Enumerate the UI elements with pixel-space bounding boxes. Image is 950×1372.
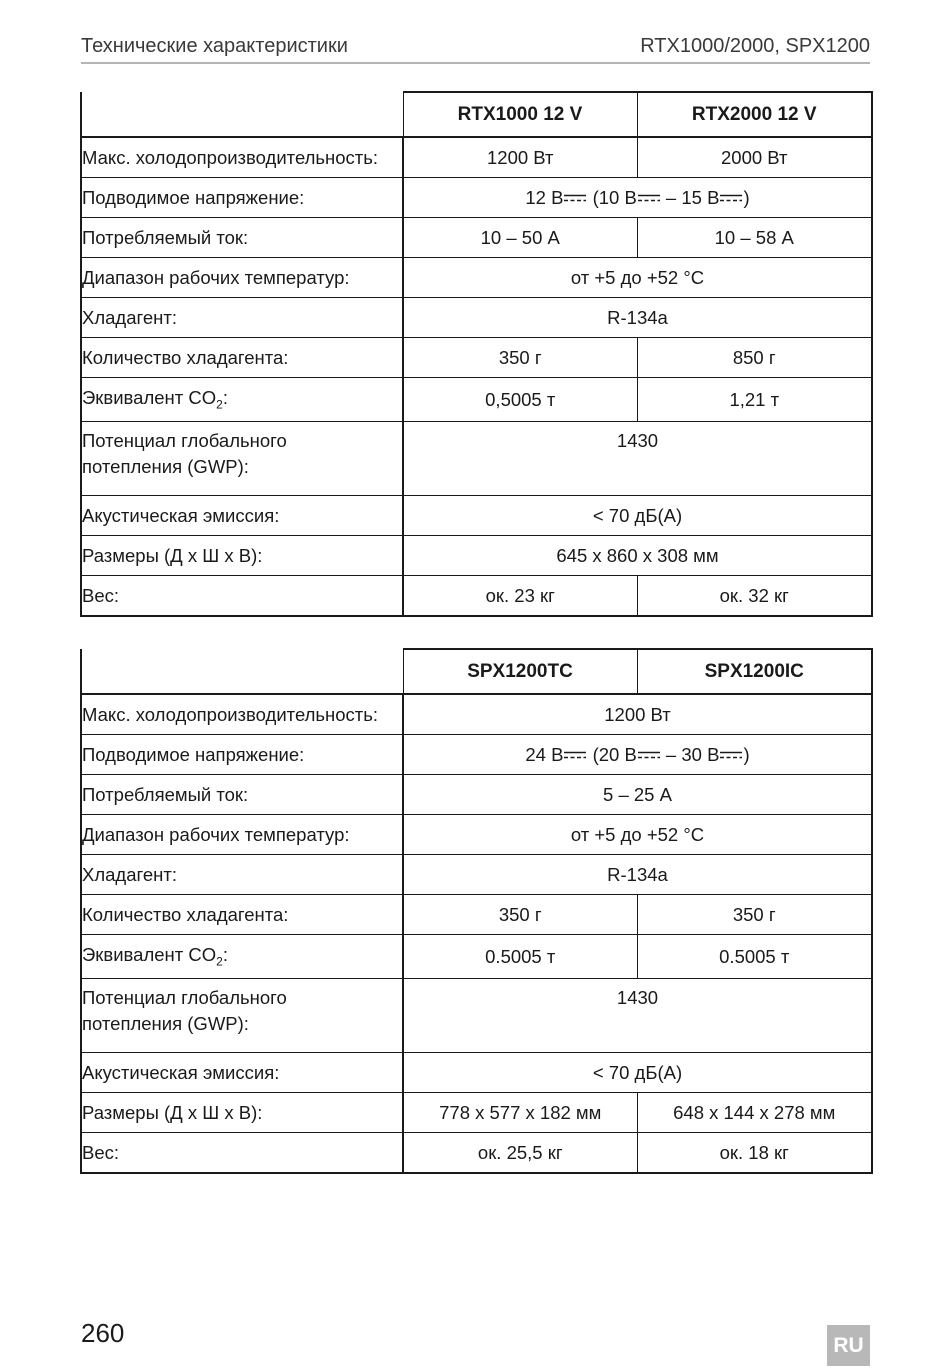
cell-value: 648 x 144 x 278 мм — [637, 1093, 872, 1133]
cell-value: 2000 Вт — [637, 137, 872, 178]
cell-value: 10 – 58 А — [637, 218, 872, 258]
row-label: Хладагент: — [81, 298, 403, 338]
table-row — [81, 895, 872, 935]
row-label: Количество хладагента: — [81, 338, 403, 378]
cell-value: 1430 — [403, 979, 872, 1053]
row-label: Акустическая эмиссия: — [81, 496, 403, 536]
spec-table-rtx — [80, 91, 873, 617]
row-label: Размеры (Д x Ш x В): — [81, 1093, 403, 1133]
column-header: SPX1200IC — [637, 649, 872, 694]
dc-voltage-icon — [720, 194, 742, 202]
table-row — [81, 1053, 872, 1093]
dc-voltage-icon — [638, 194, 660, 202]
cell-value: 1430 — [403, 422, 872, 496]
table-row — [81, 298, 872, 338]
cell-value: ок. 23 кг — [403, 576, 637, 617]
row-label: Потребляемый ток: — [81, 218, 403, 258]
cell-value: R-134a — [403, 855, 872, 895]
cell-value: ок. 25,5 кг — [403, 1133, 637, 1174]
table-row — [81, 496, 872, 536]
dc-voltage-icon — [720, 751, 742, 759]
cell-value: 350 г — [637, 895, 872, 935]
table-row — [81, 855, 872, 895]
table-row — [81, 378, 872, 422]
cell-value: < 70 дБ(А) — [403, 496, 872, 536]
table-row — [81, 422, 872, 496]
row-label: Потребляемый ток: — [81, 775, 403, 815]
cell-value: ок. 18 кг — [637, 1133, 872, 1174]
table-row — [81, 815, 872, 855]
row-label: Количество хладагента: — [81, 895, 403, 935]
row-label: Эквивалент $CO_2$: — [81, 935, 403, 979]
row-label: Макс. холодопроизводительность: — [81, 137, 403, 178]
table-row — [81, 1093, 872, 1133]
cell-value: 0.5005 т — [403, 935, 637, 979]
table-header-row — [81, 92, 872, 137]
row-label: Потенциал глобального потепления (GWP): — [81, 979, 403, 1053]
table-row — [81, 935, 872, 979]
row-label: Подводимое напряжение: — [81, 735, 403, 775]
cell-value: 1,21 т — [637, 378, 872, 422]
table-header-row — [81, 649, 872, 694]
table-row — [81, 979, 872, 1053]
row-label: Размеры (Д x Ш x В): — [81, 536, 403, 576]
row-label: Вес: — [81, 1133, 403, 1174]
table-row — [81, 137, 872, 178]
language-badge: RU — [827, 1325, 870, 1366]
row-label: Подводимое напряжение: — [81, 178, 403, 218]
header-model-names: RTX1000/2000, SPX1200 — [640, 34, 870, 57]
column-header: SPX1200TC — [403, 649, 637, 694]
cell-value: 12 В (10 В – 15 В ) — [403, 178, 872, 218]
table-row — [81, 1133, 872, 1174]
table-row — [81, 775, 872, 815]
row-label: Макс. холодопроизводительность: — [81, 694, 403, 735]
cell-value: ок. 32 кг — [637, 576, 872, 617]
row-label: Диапазон рабочих температур: — [81, 258, 403, 298]
cell-value: 1200 Вт — [403, 694, 872, 735]
cell-value: 10 – 50 А — [403, 218, 637, 258]
table-row — [81, 536, 872, 576]
cell-value: 1200 Вт — [403, 137, 637, 178]
header-section-title: Технические характеристики — [81, 34, 348, 57]
cell-value: 850 г — [637, 338, 872, 378]
table-row — [81, 218, 872, 258]
page-number: 260 — [81, 1318, 125, 1348]
row-label: Вес: — [81, 576, 403, 617]
cell-value: 645 x 860 x 308 мм — [403, 536, 872, 576]
spec-table-spx — [80, 648, 873, 1174]
cell-value: от +5 до +52 °C — [403, 815, 872, 855]
column-header: RTX2000 12 V — [637, 92, 872, 137]
cell-value: < 70 дБ(А) — [403, 1053, 872, 1093]
cell-value: 0,5005 т — [403, 378, 637, 422]
column-header: RTX1000 12 V — [403, 92, 637, 137]
row-label: Эквивалент $CO_2$: — [81, 378, 403, 422]
table-row — [81, 694, 872, 735]
running-header — [81, 30, 870, 64]
table-row — [81, 178, 872, 218]
cell-value: 350 г — [403, 338, 637, 378]
cell-value: 350 г — [403, 895, 637, 935]
row-label: Потенциал глобального потепления (GWP): — [81, 422, 403, 496]
cell-value: 778 x 577 x 182 мм — [403, 1093, 637, 1133]
cell-value: от +5 до +52 °C — [403, 258, 872, 298]
table-row — [81, 258, 872, 298]
cell-value: 0.5005 т — [637, 935, 872, 979]
row-label: Диапазон рабочих температур: — [81, 815, 403, 855]
cell-value: R-134a — [403, 298, 872, 338]
dc-voltage-icon — [564, 751, 586, 759]
table-row — [81, 735, 872, 775]
dc-voltage-icon — [564, 194, 586, 202]
row-label: Акустическая эмиссия: — [81, 1053, 403, 1093]
dc-voltage-icon — [638, 751, 660, 759]
cell-value: 24 В (20 В – 30 В ) — [403, 735, 872, 775]
table-row — [81, 338, 872, 378]
table-row — [81, 576, 872, 617]
cell-value: 5 – 25 А — [403, 775, 872, 815]
row-label: Хладагент: — [81, 855, 403, 895]
